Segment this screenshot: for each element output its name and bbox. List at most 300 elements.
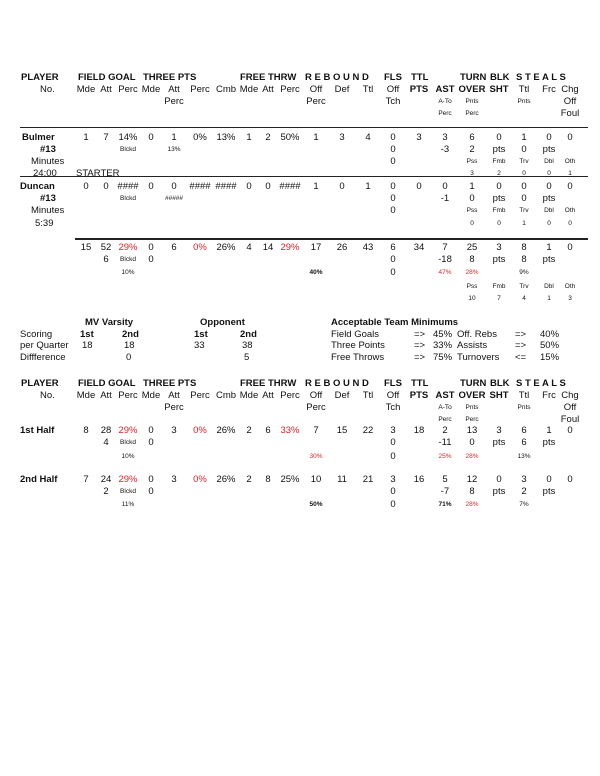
column-header-label-row2: Pnts: [465, 98, 479, 105]
half-stat-cell: 2: [442, 425, 448, 436]
scoring-summary-cell: =>: [414, 329, 426, 340]
half-column-header-label-row2: Tch: [385, 402, 401, 413]
scoring-summary-cell: 15%: [540, 352, 560, 363]
team-total-cell: 6: [390, 242, 396, 253]
player-stat-cell: ####: [279, 181, 301, 192]
player-stat-cell: 0: [497, 220, 501, 227]
half-column-header-label-row1: Chg: [561, 390, 579, 401]
half-stat-cell: 1st Half: [20, 425, 55, 436]
team-total-cell: 4: [246, 242, 252, 253]
column-header-label-row2: Tch: [385, 96, 401, 107]
half-stat-cell: 10%: [121, 453, 135, 460]
half-column-header-label-row1: Att: [168, 390, 180, 401]
half-stat-cell: pts: [542, 437, 556, 448]
player-stat-cell: Dbl: [544, 207, 554, 214]
team-total-cell: 0: [148, 242, 154, 253]
half-stat-cell: 2: [103, 486, 109, 497]
player-stat-cell: Bulmer: [22, 132, 55, 143]
half-stat-cell: 33%: [280, 425, 300, 436]
half-column-header-label-row1: AST: [435, 390, 455, 401]
scoring-summary-cell: Opponent: [200, 317, 245, 328]
team-total-cell: 15: [80, 242, 92, 253]
player-stat-cell: -3: [440, 144, 450, 155]
half-stat-cell: 2nd Half: [20, 474, 58, 485]
half-column-header-label-row1: Perc: [190, 390, 210, 401]
player-stat-cell: 0: [521, 193, 527, 204]
column-header-label-row1: Frc: [542, 84, 556, 95]
team-total-cell: 10%: [121, 269, 135, 276]
player-stat-cell: 0: [546, 132, 552, 143]
team-total-cell: 1: [546, 242, 552, 253]
column-header-label-row1: OVER: [458, 84, 486, 95]
half-column-header-label-row1: Def: [334, 390, 350, 401]
player-stat-cell: -1: [440, 193, 450, 204]
team-total-cell: 3: [568, 295, 572, 302]
column-header-label-row1: Att: [100, 84, 112, 95]
half-column-header-label-row1: No.: [40, 390, 55, 401]
team-total-cell: 8: [521, 242, 527, 253]
half-stat-cell: Blckd: [120, 439, 136, 446]
scoring-summary-cell: Assists: [457, 340, 488, 351]
half-stat-cell: 26%: [216, 474, 236, 485]
team-total-cell: 0: [148, 254, 154, 265]
team-total-cell: 4: [522, 295, 526, 302]
column-header-label-row1: Perc: [190, 84, 210, 95]
half-column-header-title-row: FREE THRW: [240, 378, 297, 389]
column-header-label-row1: Off: [309, 84, 323, 95]
half-stat-cell: -11: [438, 437, 452, 448]
player-stat-cell: 0: [547, 220, 551, 227]
player-stat-cell: 1: [365, 181, 371, 192]
player-stat-cell: 0: [442, 181, 448, 192]
player-stat-cell: Pss: [466, 207, 478, 214]
half-stat-cell: 25%: [438, 453, 452, 460]
column-header-label-row1: Att: [262, 84, 274, 95]
half-column-header-title-row: THREE PTS: [143, 378, 197, 389]
player-stat-cell: Fmb: [492, 207, 506, 214]
half-stat-cell: 24: [100, 474, 112, 485]
column-header-label-row2: Pnts: [517, 98, 531, 105]
half-stat-cell: 0: [390, 499, 396, 510]
scoring-summary-cell: 38: [242, 340, 253, 351]
column-header-title-row: TURN: [460, 72, 487, 83]
team-total-cell: 6: [171, 242, 177, 253]
column-header-title-row: S T E A L S: [516, 72, 566, 83]
player-stat-cell: 0: [496, 181, 502, 192]
player-stat-cell: 2: [469, 144, 475, 155]
half-stat-cell: 28: [100, 425, 112, 436]
column-header-title-row: R E B O U N D: [305, 72, 369, 83]
half-stat-cell: 0: [469, 437, 475, 448]
half-stat-cell: 3: [496, 425, 502, 436]
scoring-summary-cell: 1st: [194, 329, 208, 340]
scoring-summary-cell: 33%: [433, 340, 453, 351]
half-column-header-label-row2: A-To: [438, 404, 452, 411]
half-stat-cell: 13%: [517, 453, 531, 460]
half-stat-cell: 18: [413, 425, 425, 436]
half-stat-cell: 0: [567, 425, 573, 436]
scoring-summary-cell: =>: [414, 340, 426, 351]
half-column-header-title-row: R E B O U N D: [305, 378, 369, 389]
player-stat-cell: 0: [568, 220, 572, 227]
half-stat-cell: 0: [567, 474, 573, 485]
half-stat-cell: 8: [265, 474, 271, 485]
half-column-header-label-row1: Mde: [239, 390, 259, 401]
half-stat-cell: 10: [310, 474, 322, 485]
half-column-header-label-row1: Att: [100, 390, 112, 401]
team-total-cell: 0%: [193, 242, 207, 253]
scoring-summary-cell: Diffference: [20, 352, 66, 363]
player-stat-cell: #13: [40, 193, 56, 204]
team-total-cell: pts: [542, 254, 556, 265]
column-header-label-row1: Mde: [141, 84, 161, 95]
team-total-cell: 34: [413, 242, 425, 253]
team-total-cell: 0: [390, 267, 396, 278]
half-stat-cell: 6: [265, 425, 271, 436]
player-stat-cell: 0: [148, 132, 154, 143]
half-stat-cell: 1: [546, 425, 552, 436]
player-stat-cell: 5:39: [35, 218, 54, 229]
player-stat-cell: ####: [215, 181, 237, 192]
player-stat-cell: 50%: [280, 132, 300, 143]
half-stat-cell: 21: [362, 474, 374, 485]
player-stat-cell: 0: [265, 181, 271, 192]
scoring-summary-cell: Three Points: [331, 340, 385, 351]
half-column-header-label-row1: PTS: [409, 390, 429, 401]
half-stat-cell: 3: [171, 474, 177, 485]
team-total-cell: 8: [469, 254, 475, 265]
player-stat-cell: 4: [365, 132, 371, 143]
player-stat-cell: 0: [567, 181, 573, 192]
column-header-label-row1: Cmb: [215, 84, 237, 95]
player-stat-cell: 1: [171, 132, 177, 143]
player-stat-cell: 7: [103, 132, 109, 143]
player-stat-cell: Trv: [519, 158, 529, 165]
column-header-label-row1: Ttl: [362, 84, 374, 95]
half-stat-cell: 4: [103, 437, 109, 448]
half-stat-cell: 6: [521, 437, 527, 448]
half-column-header-label-row1: Att: [262, 390, 274, 401]
half-stat-cell: 0: [390, 451, 396, 462]
half-stat-cell: 3: [390, 425, 396, 436]
half-stat-cell: 22: [362, 425, 374, 436]
player-stat-cell: Blckd: [120, 146, 136, 153]
player-stat-cell: 0: [521, 181, 527, 192]
column-header-label-row1: Chg: [561, 84, 579, 95]
half-column-header-label-row1: Off: [309, 390, 323, 401]
player-stat-cell: 0: [546, 181, 552, 192]
player-stat-cell: 24:00: [33, 168, 57, 179]
half-stat-cell: 3: [390, 474, 396, 485]
team-total-cell: 0: [567, 242, 573, 253]
team-total-cell: 7: [442, 242, 448, 253]
column-header-label-row1: SHT: [489, 84, 509, 95]
column-header-label-row2: Perc: [306, 96, 326, 107]
player-stat-cell: Oth: [564, 158, 576, 165]
half-column-header-label-row2: Off: [563, 402, 577, 413]
half-stat-cell: 0: [546, 474, 552, 485]
half-stat-cell: 8: [83, 425, 89, 436]
team-total-cell: 17: [310, 242, 322, 253]
player-stat-cell: STARTER: [76, 168, 120, 179]
half-stat-cell: 5: [442, 474, 448, 485]
half-stat-cell: 6: [521, 425, 527, 436]
half-column-header-label-row2: Pnts: [517, 404, 531, 411]
scoring-summary-cell: Scoring: [20, 329, 53, 340]
half-stat-cell: 0: [148, 425, 154, 436]
column-header-label-row1: No.: [40, 84, 55, 95]
scoring-summary-cell: Acceptable Team Minimums: [331, 317, 459, 328]
scoring-summary-cell: Free Throws: [331, 352, 385, 363]
half-stat-cell: 12: [466, 474, 478, 485]
scoring-summary-cell: 50%: [540, 340, 560, 351]
scoring-summary-cell: 75%: [433, 352, 453, 363]
player-stat-cell: 0: [103, 181, 109, 192]
team-total-cell: Fmb: [492, 283, 506, 290]
half-column-header-label-row2: Perc: [164, 402, 184, 413]
half-column-header-label-row3: Perc: [438, 416, 452, 423]
half-stat-cell: 7%: [519, 501, 529, 508]
team-total-cell: 3: [496, 242, 502, 253]
half-stat-cell: 25%: [280, 474, 300, 485]
divider-player-1: [20, 127, 588, 128]
scoring-summary-cell: 1st: [80, 329, 94, 340]
column-header-label-row3: Foul: [560, 108, 580, 119]
half-stat-cell: -7: [440, 486, 450, 497]
column-header-label-row2: Off: [563, 96, 577, 107]
player-stat-cell: 0: [390, 181, 396, 192]
half-stat-cell: 3: [171, 425, 177, 436]
half-column-header-title-row: S T E A L S: [516, 378, 566, 389]
team-total-cell: 25: [466, 242, 478, 253]
column-header-title-row: THREE PTS: [143, 72, 197, 83]
half-stat-cell: 0: [390, 486, 396, 497]
scoring-summary-cell: 2nd: [240, 329, 257, 340]
player-stat-cell: 0: [390, 156, 396, 167]
team-total-cell: 26%: [216, 242, 236, 253]
half-stat-cell: 50%: [309, 501, 323, 508]
player-stat-cell: pts: [492, 193, 506, 204]
team-total-cell: Blckd: [120, 256, 136, 263]
player-stat-cell: 0: [567, 132, 573, 143]
player-stat-cell: Minutes: [31, 205, 65, 216]
column-header-title-row: PLAYER: [21, 72, 59, 83]
scoring-summary-cell: =>: [414, 352, 426, 363]
half-stat-cell: 28%: [465, 501, 479, 508]
team-total-cell: 26: [336, 242, 348, 253]
player-stat-cell: pts: [542, 193, 556, 204]
player-stat-cell: 1: [521, 132, 527, 143]
scoring-summary-cell: 40%: [540, 329, 560, 340]
player-stat-cell: 2: [265, 132, 271, 143]
team-total-cell: 43: [362, 242, 374, 253]
scoring-summary-cell: MV Varsity: [85, 317, 134, 328]
half-column-header-label-row1: OVER: [458, 390, 486, 401]
player-stat-cell: 0: [390, 132, 396, 143]
player-stat-cell: 3: [339, 132, 345, 143]
team-total-cell: 29%: [118, 242, 138, 253]
player-stat-cell: 0: [521, 144, 527, 155]
scoring-summary-cell: 0: [126, 352, 132, 363]
column-header-label-row3: Perc: [465, 110, 479, 117]
scoring-summary-cell: =>: [515, 329, 527, 340]
half-column-header-title-row: FIELD GOAL: [78, 378, 136, 389]
team-total-cell: 29%: [280, 242, 300, 253]
player-stat-cell: 2: [497, 170, 501, 177]
scoring-summary-cell: 5: [244, 352, 250, 363]
half-stat-cell: 11: [337, 474, 347, 485]
team-total-cell: 47%: [438, 269, 452, 276]
half-column-header-label-row1: Off: [386, 390, 400, 401]
half-column-header-label-row1: Perc: [118, 390, 138, 401]
player-stat-cell: Fmb: [492, 158, 506, 165]
team-total-cell: pts: [492, 254, 506, 265]
player-stat-cell: Blckd: [120, 195, 136, 202]
half-stat-cell: 15: [336, 425, 348, 436]
half-column-header-label-row1: SHT: [489, 390, 509, 401]
player-stat-cell: 0: [547, 170, 551, 177]
half-column-header-label-row2: Perc: [306, 402, 326, 413]
player-stat-cell: 0: [469, 193, 475, 204]
team-total-cell: 10: [468, 295, 476, 302]
half-stat-cell: 29%: [118, 474, 138, 485]
scoring-summary-cell: per Quarter: [20, 340, 69, 351]
player-stat-cell: 1: [522, 220, 526, 227]
scoring-summary-cell: 18: [82, 340, 93, 351]
column-header-label-row1: Att: [168, 84, 180, 95]
team-total-cell: 6: [103, 254, 109, 265]
team-total-cell: 14: [262, 242, 274, 253]
player-stat-cell: 3: [470, 170, 474, 177]
half-stat-cell: 0: [148, 437, 154, 448]
column-header-label-row2: Perc: [164, 96, 184, 107]
half-stat-cell: 30%: [309, 453, 323, 460]
half-stat-cell: 0%: [193, 425, 207, 436]
player-stat-cell: 0: [390, 193, 396, 204]
half-column-header-label-row1: Mde: [76, 390, 96, 401]
team-total-cell: 52: [100, 242, 112, 253]
half-stat-cell: 28%: [465, 453, 479, 460]
player-stat-cell: 0: [416, 181, 422, 192]
column-header-label-row1: AST: [435, 84, 455, 95]
half-column-header-label-row1: Cmb: [215, 390, 237, 401]
column-header-label-row1: Def: [334, 84, 350, 95]
half-stat-cell: pts: [492, 437, 506, 448]
player-stat-cell: 0: [339, 181, 345, 192]
scoring-summary-cell: Off. Rebs: [457, 329, 497, 340]
column-header-title-row: FLS: [384, 72, 402, 83]
team-total-cell: 28%: [465, 269, 479, 276]
player-stat-cell: 1: [469, 181, 475, 192]
half-stat-cell: 26%: [216, 425, 236, 436]
player-stat-cell: 1: [246, 132, 252, 143]
half-stat-cell: Blckd: [120, 488, 136, 495]
scoring-summary-cell: Field Goals: [331, 329, 380, 340]
half-stat-cell: 3: [521, 474, 527, 485]
half-column-header-label-row2: Pnts: [465, 404, 479, 411]
half-stat-cell: 2: [521, 486, 527, 497]
half-column-header-title-row: TURN: [460, 378, 487, 389]
player-stat-cell: Trv: [519, 207, 529, 214]
half-stat-cell: pts: [492, 486, 506, 497]
half-column-header-title-row: FLS: [384, 378, 402, 389]
player-stat-cell: Dbl: [544, 158, 554, 165]
scoring-summary-cell: 2nd: [122, 329, 139, 340]
half-stat-cell: 29%: [118, 425, 138, 436]
column-header-label-row1: Perc: [280, 84, 300, 95]
half-column-header-label-row1: Perc: [280, 390, 300, 401]
half-stat-cell: 7: [83, 474, 89, 485]
half-column-header-title-row: TTL: [411, 378, 429, 389]
player-stat-cell: 0: [522, 170, 526, 177]
team-total-cell: -18: [438, 254, 452, 265]
scoring-summary-cell: =>: [515, 340, 527, 351]
half-column-header-title-row: BLK: [490, 378, 510, 389]
half-column-header-title-row: PLAYER: [21, 378, 59, 389]
team-total-cell: Dbl: [544, 283, 554, 290]
column-header-label-row1: Mde: [76, 84, 96, 95]
scoring-summary-cell: <=: [515, 352, 527, 363]
player-stat-cell: 0: [390, 205, 396, 216]
column-header-label-row1: Perc: [118, 84, 138, 95]
player-stat-cell: #13: [40, 144, 56, 155]
column-header-label-row1: PTS: [409, 84, 429, 95]
player-stat-cell: #####: [164, 195, 184, 202]
half-column-header-label-row3: Perc: [465, 416, 479, 423]
scoring-summary-cell: 45%: [433, 329, 453, 340]
team-total-cell: 40%: [309, 269, 323, 276]
column-header-label-row1: Off: [386, 84, 400, 95]
player-stat-cell: 1: [83, 132, 89, 143]
column-header-title-row: TTL: [411, 72, 429, 83]
team-total-cell: 1: [547, 295, 551, 302]
player-stat-cell: 13%: [167, 146, 181, 153]
column-header-title-row: FREE THRW: [240, 72, 297, 83]
player-stat-cell: 0: [470, 220, 474, 227]
column-header-label-row1: Ttl: [518, 84, 530, 95]
team-total-cell: 0: [390, 254, 396, 265]
player-stat-cell: Oth: [564, 207, 576, 214]
team-total-cell: 7: [497, 295, 501, 302]
half-column-header-label-row1: Ttl: [362, 390, 374, 401]
scoring-summary-cell: 33: [194, 340, 205, 351]
player-stat-cell: 1: [313, 181, 319, 192]
team-total-cell: Pss: [466, 283, 478, 290]
player-stat-cell: ####: [117, 181, 139, 192]
half-stat-cell: 0%: [193, 474, 207, 485]
half-stat-cell: 7: [313, 425, 319, 436]
half-column-header-label-row1: Ttl: [518, 390, 530, 401]
divider-totals: [75, 238, 588, 240]
half-stat-cell: 11%: [121, 501, 135, 508]
player-stat-cell: 14%: [118, 132, 138, 143]
player-stat-cell: 0: [171, 181, 177, 192]
player-stat-cell: 0: [148, 181, 154, 192]
column-header-title-row: BLK: [490, 72, 510, 83]
column-header-label-row2: A-To: [438, 98, 452, 105]
half-stat-cell: 16: [413, 474, 425, 485]
player-stat-cell: 0: [83, 181, 89, 192]
player-stat-cell: Minutes: [31, 156, 65, 167]
team-total-cell: Oth: [564, 283, 576, 290]
player-stat-cell: Duncan: [20, 181, 55, 192]
player-stat-cell: 1: [568, 170, 572, 177]
player-stat-cell: 0: [390, 144, 396, 155]
player-stat-cell: pts: [492, 144, 506, 155]
half-stat-cell: 71%: [438, 501, 452, 508]
half-column-header-label-row1: Mde: [141, 390, 161, 401]
half-stat-cell: 0: [390, 437, 396, 448]
